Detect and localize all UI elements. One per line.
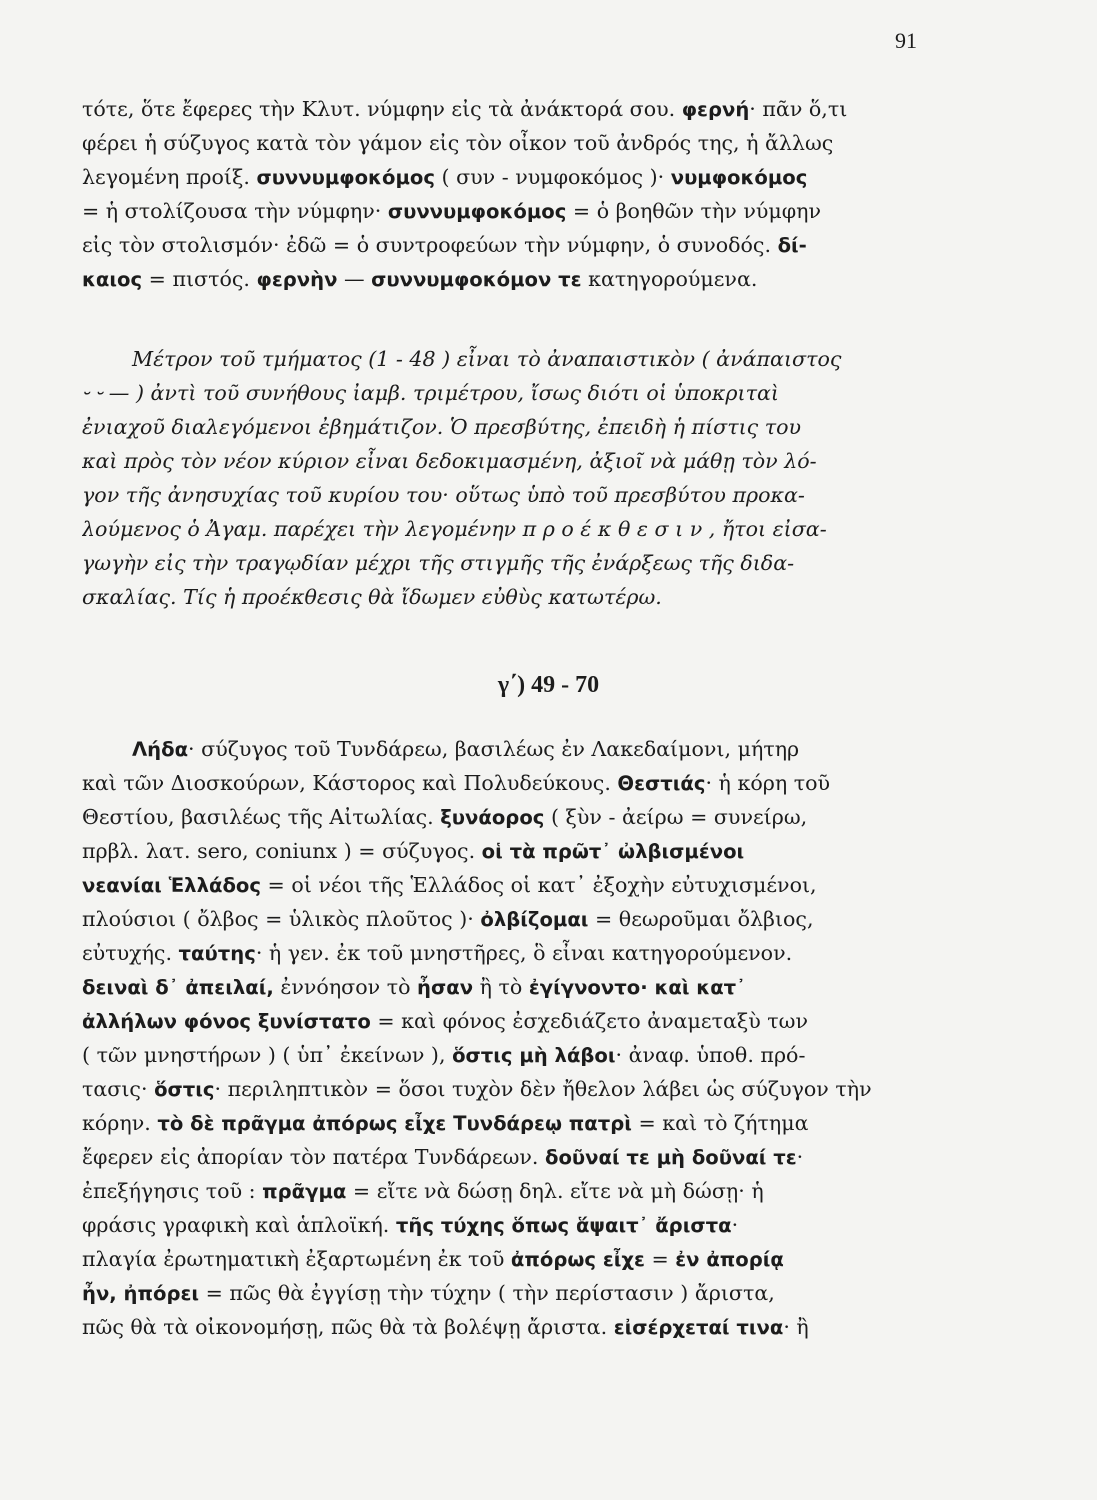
text-line: σκαλίας. Τίς ἡ προέκθεσις θὰ ἴδωμεν εὐθὺς κατωτέρω. (82, 585, 662, 609)
text-run: = καὶ φόνος ἐσχεδιάζετο ἀναμεταξὺ των (370, 1009, 808, 1033)
text-run: · ἀναφ. ὑποθ. πρό- (615, 1043, 806, 1067)
lemma-term: καιος (82, 268, 143, 291)
text-run: = ἡ στολίζουσα τὴν νύμφην· (82, 199, 388, 223)
text-run: ἐπεξήγησις τοῦ : (82, 1179, 263, 1203)
text-line (82, 160, 1030, 194)
section-heading: γ΄) 49 - 70 (497, 672, 600, 698)
lemma-term: ἦσαν (417, 976, 474, 999)
text-run: κατηγορούμενα. (581, 267, 758, 291)
text-run: πλούσιοι ( ὄλβος = ὑλικὸς πλοῦτος )· (82, 907, 481, 931)
text-line (82, 800, 1030, 834)
text-line (82, 936, 1030, 970)
text-run: · περιληπτικὸν = ὅσοι τυχὸν δὲν ἤθελον λάβει ὡς σύζυγον τὴν (214, 1077, 872, 1101)
text-line (82, 868, 1030, 902)
text-run: — (337, 267, 372, 291)
text-run: πῶς θὰ τὰ οἰκονομήσῃ, πῶς θὰ τὰ βολέψῃ ἄριστα. (82, 1315, 614, 1339)
lemma-term: φερνή (681, 98, 750, 121)
commentary-paragraph (82, 342, 1030, 614)
glossary-paragraph-2 (82, 732, 1030, 1344)
text-run: φράσις γραφικὴ καὶ ἁπλοϊκή. (82, 1213, 396, 1237)
text-run: ( τῶν μνηστήρων ) ( ὑπ᾽ ἐκείνων ), (82, 1043, 453, 1067)
lemma-term: Λήδα (132, 738, 189, 761)
text-run: λεγομένη προίξ. (82, 165, 257, 189)
text-line (82, 262, 1030, 296)
text-line (82, 1174, 1030, 1208)
text-run: = καὶ τὸ ζήτημα (631, 1111, 809, 1135)
text-run: ( συν - νυμφοκόμος )· (434, 165, 671, 189)
page-number: 91 (895, 28, 917, 53)
text-run: · ἡ γεν. ἐκ τοῦ μνηστῆρες, ὃ εἶναι κατηγορούμενον. (255, 941, 793, 965)
text-line (82, 970, 1030, 1004)
lemma-term: ξυνάορος (440, 806, 545, 829)
lemma-term: συννυμφοκόμος (256, 166, 435, 189)
lemma-term: τῆς τύχης ὅπως ἅψαιτ᾽ ἄριστα (395, 1214, 732, 1237)
text-run: = θεωροῦμαι ὄλβιος, (588, 907, 814, 931)
text-run: φέρει ἡ σύζυγος κατὰ τὸν γάμον εἰς τὸν οἶκον τοῦ ἀνδρός της, ἡ ἄλλως (82, 131, 834, 155)
text-run: = εἴτε νὰ δώσῃ δηλ. εἴτε νὰ μὴ δώσῃ· ἡ (346, 1179, 764, 1203)
text-run: · ἡ κόρη τοῦ (705, 771, 831, 795)
lemma-term: νυμφοκόμος (670, 166, 808, 189)
lemma-term: δοῦναί τε μὴ δοῦναί τε (544, 1146, 797, 1169)
text-line: Μέτρον τοῦ τμήματος (1 - 48 ) εἶναι τὸ ἀναπαιστικὸν ( ἀνάπαιστος (132, 347, 842, 371)
lemma-term: ὅστις μὴ λάβοι (452, 1044, 616, 1067)
text-run: · (731, 1213, 739, 1237)
lemma-term: οἱ τὰ πρῶτ᾽ ὠλβισμένοι (481, 840, 745, 863)
text-line: καὶ πρὸς τὸν νέον κύριον εἶναι δεδοκιμασμένη, ἀξιοῖ νὰ μάθῃ τὸν λό- (82, 449, 817, 473)
glossary-paragraph-1 (82, 92, 1030, 296)
text-line (82, 228, 1030, 262)
text-line (82, 1004, 1030, 1038)
text-line (82, 1310, 1030, 1344)
text-run: πλαγία ἐρωτηματικὴ ἐξαρτωμένη ἐκ τοῦ (82, 1247, 511, 1271)
lemma-term: ἐγίγνοντο· καὶ κατ᾽ (528, 976, 746, 999)
text-line (82, 1140, 1030, 1174)
text-run: ἔφερεν εἰς ἀπορίαν τὸν πατέρα Τυνδάρεων. (82, 1145, 545, 1169)
text-run: = ὁ βοηθῶν τὴν νύμφην (566, 199, 822, 223)
text-line (82, 126, 1030, 160)
text-line (82, 732, 1030, 766)
lemma-term: νεανίαι Ἑλλάδος (82, 874, 261, 897)
lemma-term: συννυμφοκόμον τε (371, 268, 582, 291)
lemma-term: εἰσέρχεταί τινα (613, 1316, 784, 1339)
text-run: εὐτυχής. (82, 941, 179, 965)
lemma-term: ἦν, ἠπόρει (82, 1282, 200, 1305)
text-run: · σύζυγος τοῦ Τυνδάρεω, βασιλέως ἐν Λακεδαίμονι, μήτηρ (188, 737, 800, 761)
text-line (82, 1072, 1030, 1106)
text-run: · (796, 1145, 804, 1169)
lemma-term: συννυμφοκόμος (387, 200, 567, 223)
text-line (82, 1106, 1030, 1140)
text-line: λούμενος ὁ Ἀγαμ. παρέχει τὴν λεγομένην π ρ ο έ κ θ ε σ ι ν , ἤτοι εἰσα- (82, 517, 827, 541)
lemma-term: ὅστις (154, 1078, 215, 1101)
lemma-term: ταύτης (178, 942, 256, 965)
lemma-term: πρᾶγμα (262, 1180, 347, 1203)
text-run: εἰς τὸν στολισμόν· ἐδῶ = ὁ συντροφεύων τὴν νύμφην, ὁ συνοδός. (82, 233, 778, 257)
text-run: τότε, ὅτε ἔφερες τὴν Κλυτ. νύμφην εἰς τὰ ἀνάκτορά σου. (82, 97, 682, 121)
text-line: γον τῆς ἀνησυχίας τοῦ κυρίου του· οὕτως ὑπὸ τοῦ πρεσβύτου προκα- (82, 483, 805, 507)
text-run: = πιστός. (142, 267, 257, 291)
lemma-term: ἐν ἀπορίᾳ (675, 1248, 784, 1271)
text-run: · ἢ (783, 1315, 809, 1339)
text-run: καὶ τῶν Διοσκούρων, Κάστορος καὶ Πολυδεύκους. (82, 771, 618, 795)
lemma-term: φερνὴν (256, 268, 338, 291)
text-run: ἐννόησον τὸ (273, 975, 418, 999)
text-line (82, 902, 1030, 936)
text-run: = (644, 1247, 676, 1271)
text-run: τασις· (82, 1077, 155, 1101)
text-run: πρβλ. λατ. sero, coniunx ) = σύζυγος. (82, 839, 482, 863)
text-line (82, 1038, 1030, 1072)
text-run: κόρην. (82, 1111, 158, 1135)
text-run: ( ξὺν - ἀείρω = συνείρω, (544, 805, 808, 829)
text-line (82, 766, 1030, 800)
text-run: = πῶς θὰ ἐγγίσῃ τὴν τύχην ( τὴν περίστασιν ) ἄριστα, (199, 1281, 775, 1305)
text-run: · πᾶν ὅ,τι (749, 97, 848, 121)
text-line: ⏑ ⏑ — ) ἀντὶ τοῦ συνήθους ἰαμβ. τριμέτρου, ἴσως διότι οἱ ὑποκριταὶ (82, 381, 779, 405)
lemma-term: ὀλβίζομαι (480, 908, 589, 931)
lemma-term: δί- (777, 234, 807, 257)
lemma-term: ἀλλήλων φόνος ξυνίστατο (82, 1010, 371, 1033)
text-line: γωγὴν εἰς τὴν τραγῳδίαν μέχρι τῆς στιγμῆς τῆς ἐνάρξεως τῆς διδα- (82, 551, 795, 575)
text-line (82, 1276, 1030, 1310)
text-line (82, 194, 1030, 228)
text-line (82, 1242, 1030, 1276)
lemma-term: Θεστιάς (617, 772, 706, 795)
text-line (82, 92, 1030, 126)
lemma-term: δειναὶ δ᾽ ἀπειλαί, (82, 976, 274, 999)
text-line (82, 834, 1030, 868)
text-line (82, 1208, 1030, 1242)
text-run: Θεστίου, βασιλέως τῆς Αἰτωλίας. (82, 805, 441, 829)
text-line: ἐνιαχοῦ διαλεγόμενοι ἐβημάτιζον. Ὁ πρεσβύτης, ἐπειδὴ ἡ πίστις του (82, 415, 802, 439)
text-run: ἢ τὸ (473, 975, 529, 999)
lemma-term: ἀπόρως εἶχε (510, 1248, 645, 1271)
lemma-term: τὸ δὲ πρᾶγμα ἀπόρως εἶχε Τυνδάρεῳ πατρὶ (157, 1112, 632, 1135)
text-run: = οἱ νέοι τῆς Ἑλλάδος οἱ κατ᾽ ἐξοχὴν εὐτυχισμένοι, (260, 873, 817, 897)
